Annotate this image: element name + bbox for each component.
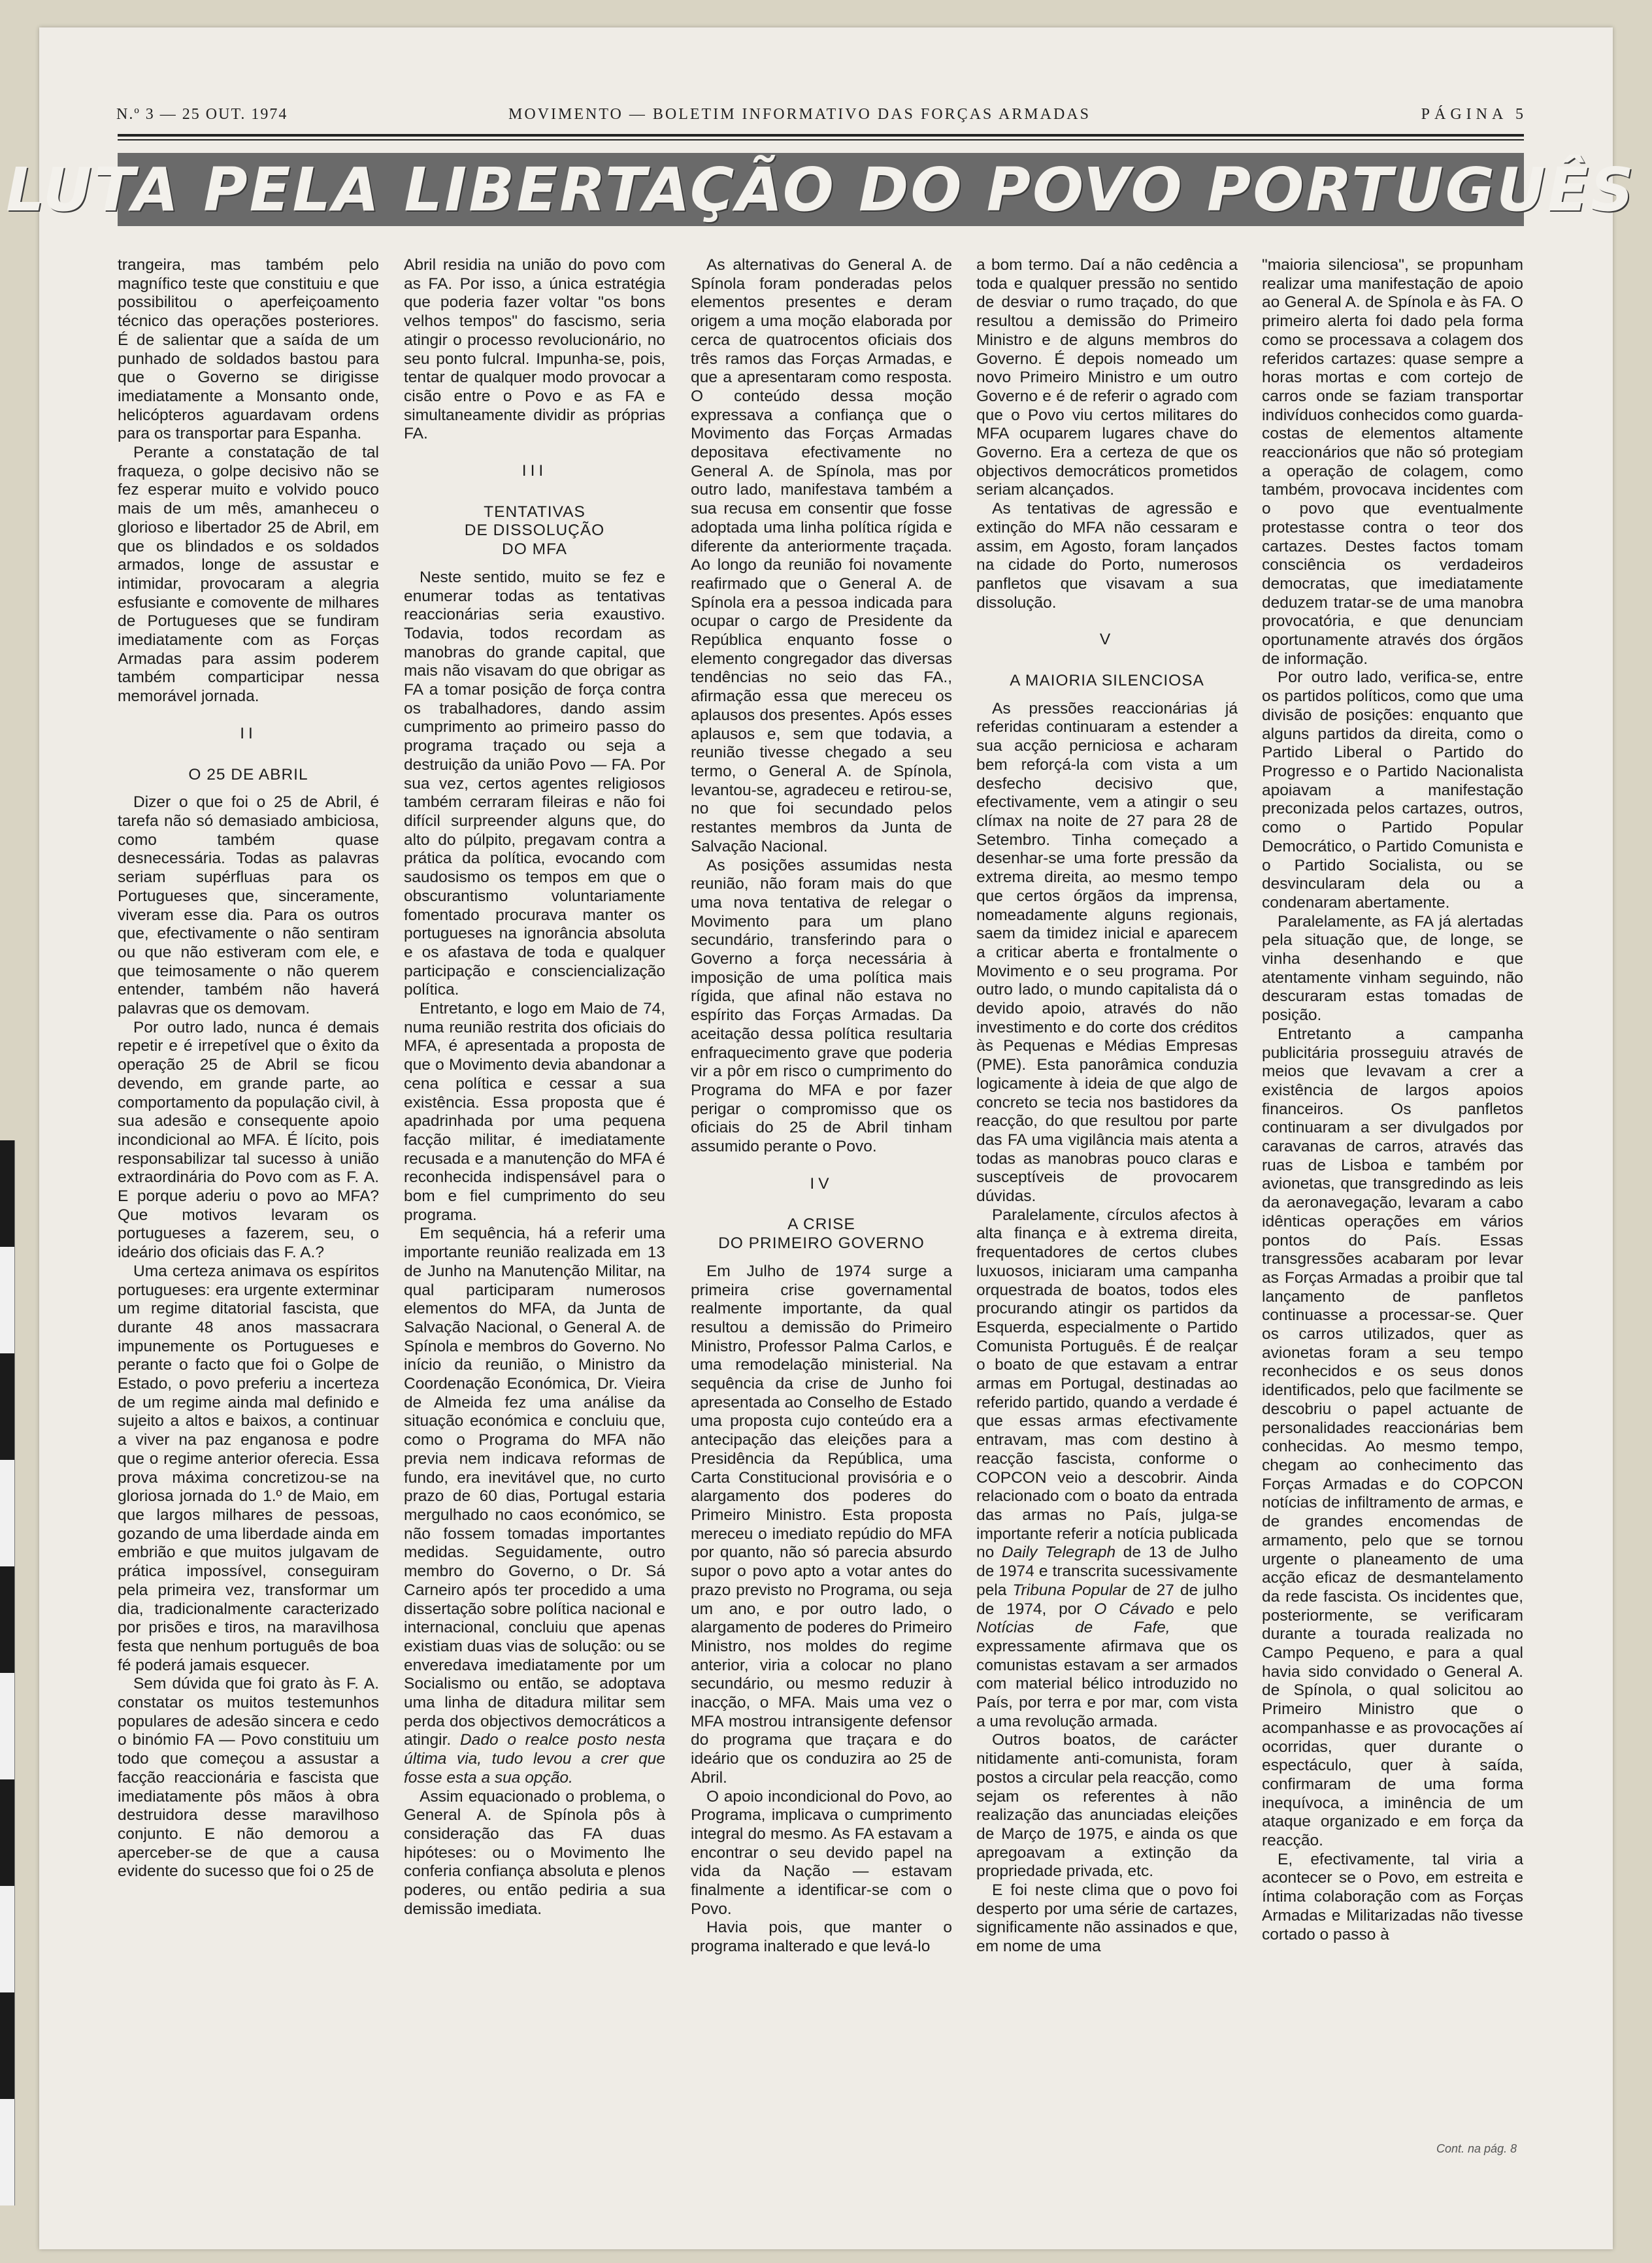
paragraph: As tentativas de agressão e extinção do MFA não cessaram e assim, em Agosto, foram lançados na cidade do Porto, numerosos panfletos que visavam a sua dissolução. xyxy=(976,500,1238,612)
article-column-2 xyxy=(404,256,665,1919)
paragraph: As alternativas do General A. de Spínola foram ponderadas pelos elementos presentes e deram origem a uma moção elaborada por cerca de quatrocentos oficiais dos três ramos das Forças Armadas, e que a apresentaram como resposta. O conteúdo dessa moção expressava a confiança que o Movimento das Forças Armadas depositava efectivamente no General A. de Spínola, mas por outro lado, manifestava também a sua recusa em consentir que fosse adoptada uma linha política rígida e diferente da anteriormente traçada. Ao longo da reunião foi novamente reafirmado que o General A. de Spínola era a pessoa indicada para ocupar o cargo de Presidente da República enquanto fosse o elemento congregador das diversas tendências no seio das FA., afirmação essa que mereceu os aplausos dos presentes. Após esses aplausos e, sem que todavia, a reunião tivesse chegado a seu termo, o General A. de Spínola, levantou-se, agradeceu e retirou-se, no que foi secundado pelos restantes membros da Junta de Salvação Nacional. xyxy=(691,256,952,855)
newspaper-name: Tribuna Popular xyxy=(1012,1581,1127,1599)
paragraph: Perante a constatação de tal fraqueza, o golpe decisivo não se fez esperar muito e volvido pouco mais de um mês, amanheceu o glorioso e libertador 25 de Abril, em que os blindados e os soldados armados, longe de assustar e intimidar, provocaram a alegria esfusiante e comovente de milhares de Portugueses que se fundiram imediatamente com as Forças Armadas para assim poderem também comparticipar nessa memorável jornada. xyxy=(118,444,379,706)
section-heading xyxy=(976,631,1238,690)
paragraph: Em Julho de 1974 surge a primeira crise governamental realmente importante, da qual resultou a demissão do Primeiro Ministro, Professor Palma Carlos, e uma remodelação ministerial. Na sequência da crise de Junho foi apresentada ao Conselho de Estado uma proposta cujo conteúdo era a antecipação das eleições para a Presidência da República, uma Carta Constitucional provisória e o alargamento dos poderes do Primeiro Ministro. Esta proposta mereceu o imediato repúdio do MFA por quanto, não só parecia absurdo supor o povo apto a votar antes do prazo previsto no Programa, ou seja um ano, e por outro lado, o alargamento de poderes do Primeiro Ministro, nos moldes do regime anterior, viria a colocar no plano secundário, ou mesmo reduzir à inacção, o MFA. Mais uma vez o MFA mostrou intransigente defensor do programa que traçara e do ideário que os conduzira ao 25 de Abril. xyxy=(691,1262,952,1787)
section-heading xyxy=(404,462,665,559)
section-heading xyxy=(691,1175,952,1253)
section-number: III xyxy=(521,462,548,480)
paragraph-text: de 13 de Julho de 1974 e transcrita sucessivamente pela xyxy=(976,1544,1238,1599)
header-rule xyxy=(118,134,1524,137)
publication-title: MOVIMENTO — BOLETIM INFORMATIVO DAS FORÇAS ARMADAS xyxy=(508,106,1091,123)
section-heading xyxy=(118,725,379,784)
paragraph: Uma certeza animava os espíritos portugueses: era urgente exterminar um regime ditatorial fascista, que durante 48 anos massacrara impunemente os Portugueses e perante o facto que foi o Golpe de Estado, o povo preferiu a incerteza de um regime ainda mal definido e sujeito a altos e baixos, a continuar a viver na paz enganosa e podre que o regime anterior oferecia. Essa prova máxima concretizou-se na gloriosa jornada do 1.º de Maio, em que largos milhares de pessoas, gozando de uma liberdade ainda em embrião e que muitos julgavam de prática impossível, conseguiram pela primeira vez, transformar um dia, tradicionalmente caracterizado por prisões e tiros, na maravilhosa festa que nenhum português de boa fé poderá jamais esquecer. xyxy=(118,1262,379,1674)
paragraph: "maioria silenciosa", se propunham realizar uma manifestação de apoio ao General A. de Spínola e às FA. O primeiro alerta foi dado pela forma como se processava a colagem dos referidos cartazes: quase sempre a horas mortas e com cortejo de carros onde se faziam transportar indivíduos conhecidos como guarda-costas de elementos altamente reaccionários que não só protegiam a operação de colagem, como também, provocava incidentes com o povo que eventualmente protestasse contra o teor dos cartazes. Destes factos tomam consciência os verdadeiros democratas, que imediatamente deduzem tratar-se de uma manobra provocatória, e que denunciam oportunamente através dos órgãos de informação. xyxy=(1262,256,1523,668)
paragraph-text: que expressamente afirmava que os comunistas estavam a ser armados com material bélico introduzido no País, por terra e por mar, com vista a uma revolução armada. xyxy=(976,1619,1238,1730)
section-number: V xyxy=(1099,631,1115,649)
paragraph: Outros boatos, de carácter nitidamente anti-comunista, foram postos a circular pela reacção, como sejam os referentes à não realização das anunciadas eleições de Março de 1975, e ainda os que apregoavam a extinção da propriedade privada, etc. xyxy=(976,1731,1238,1881)
paragraph: Neste sentido, muito se fez e enumerar todas as tentativas reaccionárias seria exaustivo. Todavia, todos recordam as manobras do grande capital, que mais não visavam do que obrigar as FA a tomar posição de força contra os trabalhadores, dando assim cumprimento ao primeiro passo do programa traçado ou seja a destruição da união Povo — FA. Por sua vez, certos agentes religiosos também cerraram fileiras e não foi difícil surpreender alguns que, do alto do púlpito, pregavam contra a prática da política, evocando com saudosismo os tempos em que o obscurantismo voluntariamente fomentado procurava manter os portugueses na ignorância absoluta e os afastava de toda e qualquer participação e consciencialização política. xyxy=(404,568,665,999)
paragraph-text: e pelo xyxy=(1186,1600,1238,1618)
paragraph-text: Em sequência, há a referir uma importante reunião realizada em 13 de Junho na Manutenção Militar, na qual participaram numerosos elementos do MFA, da Junta de Salvação Nacional, o General A. de Spínola e membros do Governo. No início da reunião, o Ministro da Coordenação Económica, Dr. Vieira de Almeida fez uma análise da situação económica e concluiu que, como o Programa do MFA não previa nem indicava reformas de fundo, era inevitável que, no curto prazo de 60 dias, Portugal estaria mergulhado no caos económico, se não fossem tomadas importantes medidas. Seguidamente, outro membro do Governo, o Dr. Sá Carneiro após ter procedido a uma dissertação sobre política nacional e internacional, concluiu que apenas existiam duas vias de solução: ou se enveredava imediatamente por um Socialismo ou então, se adoptava uma linha de ditadura militar sem perda dos objectivos democráticos a atingir. xyxy=(404,1225,665,1749)
running-header xyxy=(77,106,1528,129)
page-number: PÁGINA 5 xyxy=(1421,106,1528,123)
newspaper-name: Daily Telegraph xyxy=(1001,1544,1116,1562)
paragraph: O apoio incondicional do Povo, ao Programa, implicava o cumprimento integral do mesmo. As FA estavam a encontrar o seu devido papel na vida da Nação — estavam finalmente a identificar-se com o Povo. xyxy=(691,1787,952,1918)
paragraph: Paralelamente, as FA já alertadas pela situação que, de longe, se vinha desenhando e que atentamente vinham seguindo, não descuraram estas tomadas de posição. xyxy=(1262,912,1523,1025)
section-number: IV xyxy=(810,1174,833,1193)
paragraph: Entretanto, e logo em Maio de 74, numa reunião restrita dos oficiais do MFA, é apresentada a proposta de que o Movimento devia abandonar a cena política e cessar a sua existência. Essa proposta que é apadrinhada por uma pequena facção militar, é imediatamente recusada e a manutenção do MFA é reconhecida indispensável para o bom e fiel cumprimento do seu programa. xyxy=(404,1000,665,1224)
paragraph: E, efectivamente, tal viria a acontecer se o Povo, em estreita e íntima colaboração com as Forças Armadas e Militarizadas não tivesse cortado o passo à xyxy=(1262,1850,1523,1943)
headline: LUTA PELA LIBERTAÇÃO DO POVO PORTUGUÊS xyxy=(6,154,1636,225)
article-column-4 xyxy=(976,256,1238,1957)
headline-banner xyxy=(6,153,1636,226)
paragraph: Assim equacionado o problema, o General A. de Spínola pôs à consideração das FA duas hipóteses: ou o Movimento lhe conferia confiança absoluta e plenos poderes, ou então pediria a sua demissão imediata. xyxy=(404,1787,665,1918)
section-number: II xyxy=(240,724,257,742)
continued-note: Cont. na pág. 8 xyxy=(1436,2142,1517,2155)
issue-number: N.º 3 — 25 OUT. 1974 xyxy=(116,106,288,123)
section-title: O 25 DE ABRIL xyxy=(188,765,308,784)
paragraph: Abril residia na união do povo com as FA. Por isso, a única estratégia que poderia fazer voltar "os bons velhos tempos" do fascismo, seria atingir o processo revolucionário, no seu ponto fulcral. Impunha-se, pois, tentar de qualquer modo provocar a cisão entre o Povo e as FA e simultaneamente dividir as próprias FA. xyxy=(404,256,665,443)
section-title: A MAIORIA SILENCIOSA xyxy=(1010,672,1204,690)
article-column-5 xyxy=(1262,256,1523,1944)
italic-text: Dado o realce posto nesta última via, tudo levou a crer que fosse esta a sua opção. xyxy=(404,1731,665,1787)
paragraph: Por outro lado, verifica-se, entre os partidos políticos, como que uma divisão de posições: enquanto que alguns partidos da direita, como o Partido Liberal o Partido do Progresso e o Partido Nacionalista apoiavam a manifestação preconizada pelos cartazes, outros, como o Partido Popular Democrático, o Partido Comunista e o Partido Socialista, ou se desvincularam dela ou a condenaram abertamente. xyxy=(1262,669,1523,912)
paragraph: trangeira, mas também pelo magnífico teste que constituiu e que possibilitou o aperfeiçoamento técnico das operações posteriores. É de salientar que a saída de um punhado de soldados bastou para que o Governo se dirigisse imediatamente a Monsanto onde, helicópteros aguardavam ordens para os transportar para Espanha. xyxy=(118,256,379,443)
paragraph: As pressões reaccionárias já referidas continuaram a estender a sua acção perniciosa e acharam bem reforçá-la com vista a um desfecho decisivo que, efectivamente, vem a atingir o seu clímax na noite de 27 para 28 de Setembro. Tinha começado a desenhar-se uma forte pressão da extrema direita, ao mesmo tempo que certos órgãos da imprensa, nomeadamente alguns regionais, saem da timidez inicial e aparecem a criticar aberta e frontalmente o Movimento e o seu programa. Por outro lado, o mundo capitalista dá o devido apoio, através do não investimento e do corte dos créditos às Pequenas e Médias Empresas (PME). Esta panorâmica conduzia logicamente à ideia de que algo de concreto se tecia nos bastidores da reacção, do que resultou por parte das FA uma vigilância mais atenta a todas as manobras pouco claras e susceptíveis de provocarem dúvidas. xyxy=(976,699,1238,1206)
header-rule-thin xyxy=(118,139,1524,140)
paragraph: a bom termo. Daí a não cedência a toda e qualquer pressão no sentido de desviar o rumo traçado, do que resultou a demissão do Primeiro Ministro e de alguns membros do Governo. É depois nomeado um novo Primeiro Ministro e um outro Governo e é de referir o agrado com que o Povo viu certos militares do MFA ocuparem lugares chave do Governo. Era a certeza de que os objectivos democráticos prometidos seriam alcançados. xyxy=(976,256,1238,499)
paragraph: Sem dúvida que foi grato às F. A. constatar os muitos testemunhos populares de adesão sincera e cedo o binómio FA — Povo constituiu um todo que começou a assustar a facção reaccionária e fascista que imediatamente pôs mãos à obra destruidora desse maravilhoso conjunto. E não demorou a aperceber-se de que a causa evidente do sucesso que foi o 25 de xyxy=(118,1675,379,1881)
paragraph: Por outro lado, nunca é demais repetir e é irrepetível que o êxito da operação 25 de Abril se ficou devendo, em grande parte, ao comportamento da população civil, à sua adesão e consequente apoio incondicional ao MFA. É lícito, pois responsabilizar tal sucesso à união extraordinária do Povo com as F. A. E porque aderiu o povo ao MFA? Que motivos levaram os portugueses a fazerem, seu, o ideário dos oficiais das F. A.? xyxy=(118,1018,379,1262)
paragraph: As posições assumidas nesta reunião, não foram mais do que uma nova tentativa de relegar o Movimento para um plano secundário, transferindo para o Governo a força necessária à imposição de uma política mais rígida, que afinal não estava no espírito das Forças Armadas. Da aceitação dessa política resultaria enfraquecimento grave que poderia vir a pôr em risco o cumprimento do Programa do MFA e por fazer perigar o compromisso que os oficiais do 25 de Abril tinham assumido perante o Povo. xyxy=(691,856,952,1156)
article-column-3 xyxy=(691,256,952,1957)
paragraph xyxy=(976,1206,1238,1732)
section-title: A CRISE DO PRIMEIRO GOVERNO xyxy=(718,1215,925,1253)
newspaper-name: O Cávado xyxy=(1094,1600,1174,1618)
paragraph: Havia pois, que manter o programa inalterado e que levá-lo xyxy=(691,1919,952,1956)
article-column-1 xyxy=(118,256,379,1881)
newspaper-name: Notícias de Fafe, xyxy=(976,1619,1170,1637)
section-title: TENTATIVAS DE DISSOLUÇÃO DO MFA xyxy=(464,503,605,559)
paragraph: Entretanto a campanha publicitária prosseguiu através de meios que levavam a crer a existência de largos apoios financeiros. Os panfletos continuaram a ser divulgados por caravanas de carros, através das ruas de Lisboa e também por avionetas, que transgredindo as leis da aeronavegação, levaram a cabo idênticas operações em vários pontos do País. Essas transgressões acabaram por levar as Forças Armadas a proibir que tal lançamento de panfletos continuasse a processar-se. Quer os carros utilizados, quer as avionetas foram a seu tempo reconhecidos e os seus donos identificados, pelo que facilmente se descobriu o papel actuante de personalidades reaccionárias bem conhecidas. Ao mesmo tempo, chegam ao conhecimento das Forças Armadas e do COPCON notícias de infiltramento de armas, e de grandes encomendas de armamento, pelo que se tornou urgente o planeamento de uma acção eficaz de desmantelamento da rede fascista. Os incidentes que, posteriormente, se verificaram durante a tourada realizada no Campo Pequeno, e para a qual havia sido convidado o General A. de Spínola, o qual solicitou ao Primeiro Ministro que o acompanhasse e as provocações aí ocorridas, quer durante o espectáculo, quer à saída, confirmaram de uma forma inequívoca, a iminência de um ataque organizado e em força da reacção. xyxy=(1262,1025,1523,1850)
paragraph: E foi neste clima que o povo foi desperto por uma série de cartazes, significamente não assinados e que, em nome de uma xyxy=(976,1881,1238,1956)
paragraph xyxy=(404,1225,665,1787)
paragraph: Dizer o que foi o 25 de Abril, é tarefa não só demasiado ambiciosa, como também quase desnecessária. Todas as palavras seriam supérfluas para os Portugueses que, sinceramente, viveram esse dia. Para os outros que, efectivamente o não sentiram ou que não estiveram com ele, e que teimosamente o não querem entender, também não haverá palavras que os demovam. xyxy=(118,793,379,1018)
color-calibration-ruler xyxy=(0,1140,15,2205)
paragraph-text: de 27 de julho de 1974, por xyxy=(976,1581,1238,1618)
paragraph-text: Paralelamente, círculos afectos à alta finança e à extrema direita, frequentadores de certos clubes luxuosos, iniciaram uma campanha orquestrada de boatos, todos eles procurando atingir os partidos da Esquerda, especialmente o Partido Comunista Português. É de realçar o boato de que estavam a entrar armas em Portugal, destinadas ao referido partido, quando a verdade é que essas armas efectivamente entravam, mas com destino à reacção fascista, conforme o COPCON veio a descobrir. Ainda relacionado com o boato da entrada das armas no País, julga-se importante referir a notícia publicada no xyxy=(976,1206,1238,1562)
